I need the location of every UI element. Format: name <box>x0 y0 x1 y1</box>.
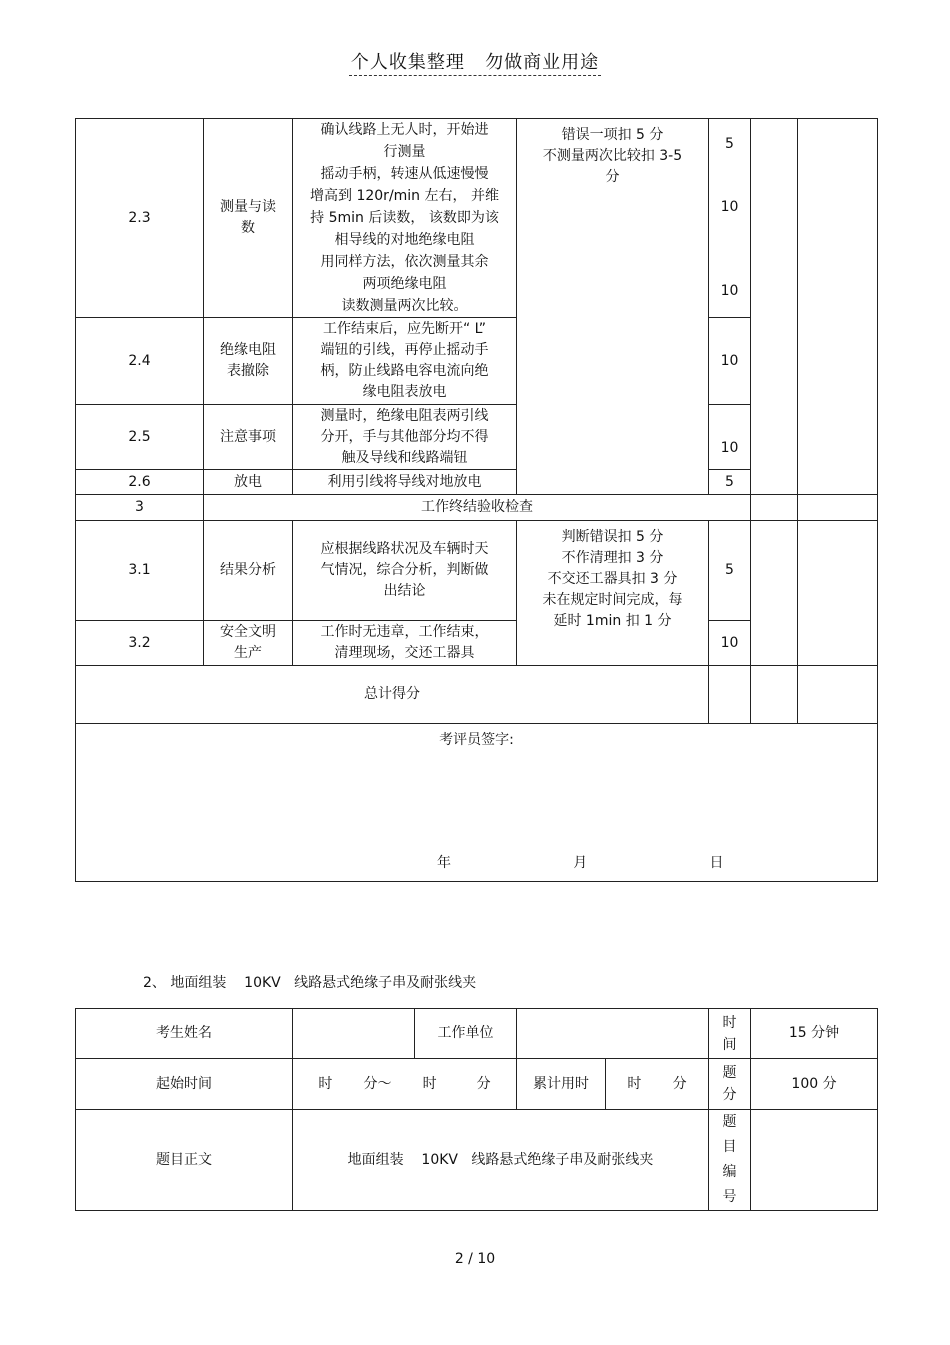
row-score: 5 10 10 <box>709 119 751 318</box>
row-content: 应根据线路状况及车辆时天 气情况，综合分析，判断做 出结论 <box>293 521 517 621</box>
exam-info-table <box>75 1008 878 1211</box>
row-content: 测量时，绝缘电阻表两引线 分开，手与其他部分均不得 触及导线和线路端钮 <box>293 405 517 470</box>
time-value: 15 分钟 <box>751 1009 878 1059</box>
elapsed-time-label: 累计用时 <box>517 1059 606 1110</box>
table-row <box>76 1009 878 1059</box>
code-label: 题 目 编 号 <box>709 1110 751 1211</box>
section-blank <box>751 495 798 521</box>
body-value: 地面组装 10KV 线路悬式绝缘子串及耐张线夹 <box>293 1110 709 1211</box>
row-num: 3.1 <box>76 521 204 621</box>
row-content: 工作时无违章，工作结束， 清理现场，交还工器具 <box>293 621 517 666</box>
row-item: 放电 <box>204 470 293 495</box>
section-row <box>76 495 878 521</box>
row-score: 5 <box>709 521 751 621</box>
row-remark <box>798 521 878 666</box>
row-item: 注意事项 <box>204 405 293 470</box>
row-deduct: 错误一项扣 5 分 不测量两次比较扣 3-5 分 <box>517 119 709 495</box>
candidate-name-label: 考生姓名 <box>76 1009 293 1059</box>
row-num: 2.4 <box>76 318 204 405</box>
row-num: 2.5 <box>76 405 204 470</box>
row-score: 10 <box>709 318 751 405</box>
body-label: 题目正文 <box>76 1110 293 1211</box>
sign-date: 年 月 日 <box>437 855 724 871</box>
table-row <box>76 1059 878 1110</box>
examiner-signature: 考评员签字: <box>76 724 878 882</box>
row-content: 工作结束后，应先断开“ L” 端钮的引线，再停止摇动手 柄，防止线路电容电流向绝 缘电阻表放电 <box>293 318 517 405</box>
score-label: 题 分 <box>709 1059 751 1110</box>
start-time-value[interactable]: 时 分～ 时 分 <box>293 1059 517 1110</box>
elapsed-time-value[interactable]: 时 分 <box>606 1059 709 1110</box>
section-title: 工作终结验收检查 <box>204 495 751 521</box>
row-content: 确认线路上无人时，开始进 行测量 摇动手柄，转速从低速慢慢 增高到 120r/min 左右， 并维 持 5min 后读数， 该数即为该 相导线的对地绝缘电阻 用同样方法，依次测量其余 两项绝缘电阻 读数测量两次比较。 <box>293 119 517 318</box>
total-label: 总计得分 <box>76 666 709 724</box>
row-deduct: 判断错误扣 5 分 不作清理扣 3 分 不交还工器具扣 3 分 未在规定时间完成，每 延时 1min 扣 1 分 <box>517 521 709 666</box>
row-actual-score <box>751 119 798 495</box>
row-num: 2.6 <box>76 470 204 495</box>
code-value[interactable] <box>751 1110 878 1211</box>
row-content: 利用引线将导线对地放电 <box>293 470 517 495</box>
page-number: 2 / 10 <box>454 1251 496 1267</box>
header-text: 个人收集整理 勿做商业用途 <box>349 52 601 76</box>
work-unit-label: 工作单位 <box>415 1009 517 1059</box>
candidate-name-field[interactable] <box>293 1009 415 1059</box>
row-item: 绝缘电阻 表撤除 <box>204 318 293 405</box>
section-num: 3 <box>76 495 204 521</box>
work-unit-field[interactable] <box>517 1009 709 1059</box>
section-heading: 2、 地面组装 10KV 线路悬式绝缘子串及耐张线夹 <box>143 975 477 991</box>
page-header <box>0 48 950 74</box>
row-score: 5 <box>709 470 751 495</box>
total-blank <box>798 666 878 724</box>
row-score: 10 <box>709 621 751 666</box>
table-row <box>76 521 878 621</box>
start-time-label: 起始时间 <box>76 1059 293 1110</box>
table-row <box>76 1110 878 1211</box>
row-score: 10 <box>709 405 751 470</box>
time-label: 时 间 <box>709 1009 751 1059</box>
row-remark <box>798 119 878 495</box>
score-value: 100 分 <box>751 1059 878 1110</box>
row-item: 安全文明 生产 <box>204 621 293 666</box>
row-num: 3.2 <box>76 621 204 666</box>
row-item: 测量与读 数 <box>204 119 293 318</box>
row-num: 2.3 <box>76 119 204 318</box>
score-table <box>75 118 878 882</box>
table-row <box>76 119 878 318</box>
total-row <box>76 666 878 724</box>
row-actual-score <box>751 521 798 666</box>
total-blank <box>751 666 798 724</box>
section-blank <box>798 495 878 521</box>
total-score <box>709 666 751 724</box>
row-item: 结果分析 <box>204 521 293 621</box>
